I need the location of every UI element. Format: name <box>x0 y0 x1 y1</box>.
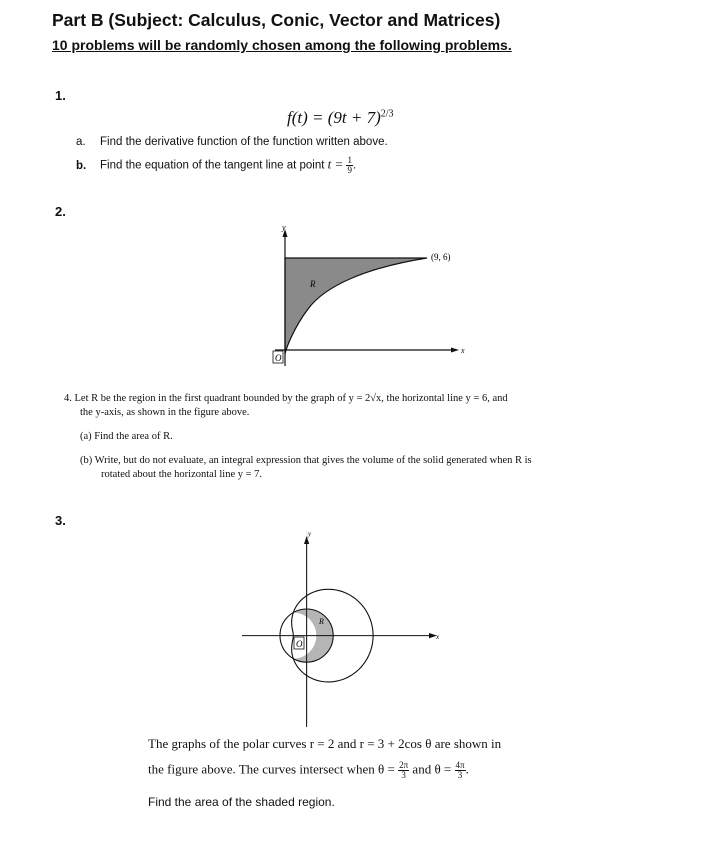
problem-2-statement <box>64 392 508 405</box>
frac2-num: 4π <box>455 760 465 770</box>
line-2-end: . <box>465 761 469 777</box>
fraction-2pi-over-3 <box>398 761 409 780</box>
y-axis-label: y <box>282 224 286 232</box>
problem-3-number: 3. <box>55 513 66 528</box>
part-a-text: Find the derivative function of the function written above. <box>100 136 388 148</box>
part-b-end: . <box>352 159 357 172</box>
line-2-start: the figure above. The curves intersect when θ = <box>148 761 395 777</box>
part-a-label: a. <box>76 136 86 148</box>
problem-3-line-3: Find the area of the shaded region. <box>148 795 335 809</box>
problem-1-formula <box>287 108 394 128</box>
origin-label: O <box>275 353 282 363</box>
problem-3-line-1: The graphs of the polar curves r = 2 and r = 3 + 2cos θ are shown in <box>148 736 502 751</box>
x-axis-arrow <box>451 348 459 353</box>
line-2-mid: and θ = <box>412 761 452 777</box>
part-b-variable: t = <box>327 156 344 172</box>
page-subtitle: 10 problems will be randomly chosen among the following problems. <box>52 37 512 53</box>
region-label: R <box>319 617 324 626</box>
problem-3-line-2 <box>148 761 469 780</box>
statement-number: 4. <box>64 393 72 404</box>
problem-3-figure <box>232 527 447 732</box>
frac1-num: 2π <box>399 760 409 770</box>
fraction-4pi-over-3 <box>455 761 466 780</box>
problem-1-number: 1. <box>55 88 66 103</box>
x-axis-label: x <box>436 633 440 641</box>
frac1-den: 3 <box>401 770 406 780</box>
problem-2-number: 2. <box>55 204 66 219</box>
statement-line-2: the y-axis, as shown in the figure above. <box>80 407 250 418</box>
part-b-text: Find the equation of the tangent line at point <box>100 159 325 172</box>
origin-label: O <box>296 639 303 649</box>
problem-2-part-a: (a) Find the area of R. <box>80 431 173 442</box>
region-label: R <box>310 279 316 289</box>
part-b-frac-num: 1 <box>347 155 352 165</box>
formula-exponent: 2/3 <box>380 108 394 120</box>
point-label: (9, 6) <box>431 252 451 262</box>
problem-2-figure <box>255 224 470 370</box>
problem-1-part-b <box>76 156 356 175</box>
part-b-label: b. <box>76 159 87 172</box>
region-r <box>285 258 427 354</box>
page-title: Part B (Subject: Calculus, Conic, Vector and Matrices) <box>52 10 501 30</box>
y-axis-label: y <box>308 530 312 538</box>
x-axis-label: x <box>461 346 465 355</box>
statement-line-1: Let R be the region in the first quadrant bounded by the graph of y = 2√x, the horizontal line y = 6, and <box>74 393 508 404</box>
problem-2-part-b-line-1: (b) Write, but do not evaluate, an integral expression that gives the volume of the solid generated when R is <box>80 455 532 466</box>
part-b-frac-den: 9 <box>347 165 352 175</box>
problem-1-part-a <box>76 136 388 148</box>
formula-base: f(t) = (9t + 7) <box>287 108 381 127</box>
frac2-den: 3 <box>457 770 463 780</box>
problem-2-part-b-line-2: rotated about the horizontal line y = 7. <box>101 469 263 480</box>
